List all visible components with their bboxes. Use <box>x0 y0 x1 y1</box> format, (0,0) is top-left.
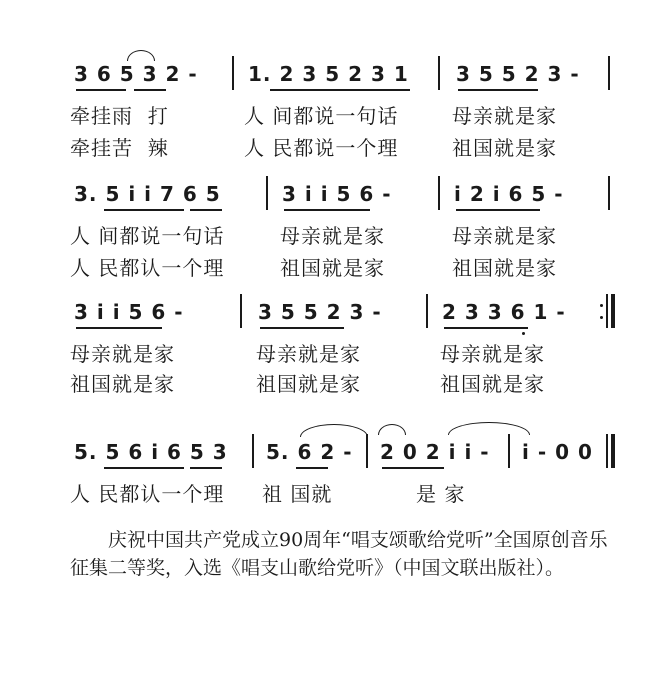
measure: 3 5 5 2 3 - <box>456 62 580 86</box>
underline <box>104 209 184 211</box>
underline <box>270 89 410 91</box>
measure: 2 3 3 6 1 - <box>442 300 566 324</box>
underline <box>458 89 538 91</box>
lyric: 人 民都认一个理 <box>70 256 225 280</box>
lyric: 祖国就是家 <box>452 256 557 280</box>
final-barline <box>611 434 615 468</box>
repeat-barline <box>611 294 615 328</box>
barline <box>232 56 234 90</box>
underline <box>444 327 528 329</box>
measure: i - 0 0 <box>522 440 593 464</box>
footnote: 庆祝中国共产党成立90周年“唱支颂歌给党听”全国原创音乐征集二等奖，入选《唱支山歌给党听》（中国文联出版社）。 <box>70 529 608 579</box>
lyric: 祖国就是家 <box>256 372 361 396</box>
lyric: 母亲就是家 <box>440 342 545 366</box>
measure: 5. 5 6 i 6 5 3 <box>74 440 228 464</box>
lyric: 人 间都说一句话 <box>244 104 399 128</box>
measure: 1. 2 3 5 2 3 1 <box>248 62 409 86</box>
barline <box>508 434 510 468</box>
lyric: 祖国就是家 <box>440 372 545 396</box>
measure: 3 i i 5 6 - <box>74 300 184 324</box>
measure: i 2 i 6 5 - <box>454 182 564 206</box>
measure: 5. 6 2 - <box>266 440 353 464</box>
underline <box>260 327 344 329</box>
barline <box>606 434 608 468</box>
lyric: 牵挂苦 辣 <box>70 136 169 160</box>
barline <box>438 176 440 210</box>
lyric: 人 民都说一个理 <box>244 136 399 160</box>
underline <box>382 467 444 469</box>
underline <box>104 467 184 469</box>
lyric: 祖国就是家 <box>452 136 557 160</box>
lyric: 牵挂雨 打 <box>70 104 169 128</box>
underline <box>190 209 222 211</box>
underline <box>190 467 222 469</box>
underline <box>76 327 162 329</box>
lyric: 是 家 <box>416 482 466 506</box>
lyric: 母亲就是家 <box>280 224 385 248</box>
underline <box>134 89 166 91</box>
measure: 3 i i 5 6 - <box>282 182 392 206</box>
underline <box>456 209 540 211</box>
barline <box>252 434 254 468</box>
lyric: 母亲就是家 <box>70 342 175 366</box>
barline <box>608 176 610 210</box>
barline <box>606 294 608 328</box>
barline <box>426 294 428 328</box>
measure: 3. 5 i i 7 6 5 <box>74 182 221 206</box>
lyric: 祖国就是家 <box>280 256 385 280</box>
barline <box>608 56 610 90</box>
lyric: 人 间都说一句话 <box>70 224 225 248</box>
lyric: 母亲就是家 <box>256 342 361 366</box>
underline <box>284 209 370 211</box>
lyric: 母亲就是家 <box>452 224 557 248</box>
barline <box>266 176 268 210</box>
low-octave-dot <box>522 332 525 335</box>
lyric: 祖 国就 <box>262 482 333 506</box>
slur <box>378 424 406 435</box>
measure: 3 5 5 2 3 - <box>258 300 382 324</box>
slur <box>127 50 155 61</box>
barline <box>438 56 440 90</box>
lyric: 人 民都认一个理 <box>70 482 225 506</box>
measure: 3 6 5 3 2 - <box>74 62 198 86</box>
measure: 2 0 2 i i - <box>380 440 490 464</box>
lyric: 母亲就是家 <box>452 104 557 128</box>
repeat-dot <box>600 304 603 307</box>
tie <box>448 422 530 435</box>
barline <box>240 294 242 328</box>
repeat-dot <box>600 316 603 319</box>
lyric: 祖国就是家 <box>70 372 175 396</box>
barline <box>366 434 368 468</box>
underline <box>296 467 328 469</box>
tie <box>300 424 368 437</box>
underline <box>76 89 126 91</box>
